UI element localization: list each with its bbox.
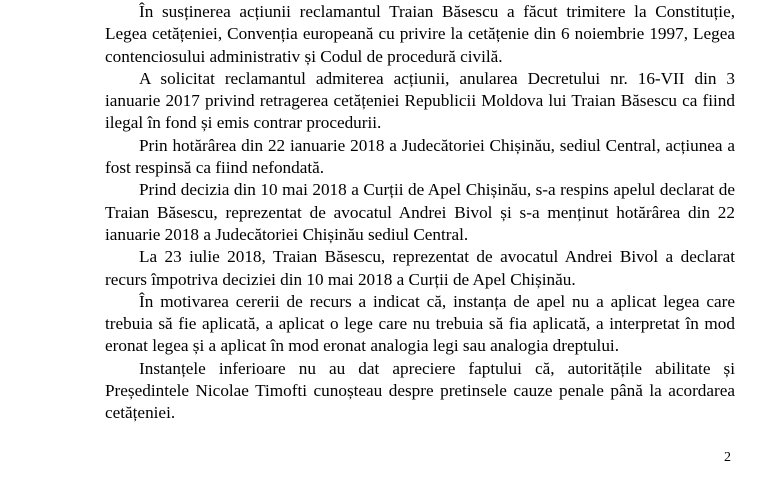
paragraph-cassation-grounds: În motivarea cererii de recurs a indicat că, instanța de apel nu a aplicat legea care trebuia să fie aplicată, a aplicat o lege care nu trebuia să fia aplicată, a interpretat în mod eronat legea și a aplicat în mod eronat analogia legi sau analogia dreptului. bbox=[105, 291, 735, 356]
paragraph-claim-basis: În susținerea acțiunii reclamantul Traian Băsescu a făcut trimitere la Constituție, Legea cetățeniei, Convenția europeană cu privire la cetățenie din 6 noiembrie 1997, Legea contenciosului administrativ și Codul de procedură civilă. bbox=[105, 2, 735, 66]
paragraph-first-instance-ruling: Prin hotărârea din 22 ianuarie 2018 a Judecătoriei Chișinău, sediul Central, acțiunea a fost respinsă ca fiind nefondată. bbox=[105, 135, 735, 178]
paragraph-cassation-filing: La 23 iulie 2018, Traian Băsescu, reprezentat de avocatul Andrei Bivol a declarat recurs împotriva deciziei din 10 mai 2018 a Curții de Apel Chișinău. bbox=[105, 247, 735, 289]
paragraph-lower-courts-omission: Instanțele inferioare nu au dat apreciere faptului că, autoritățile abilitate și Președintele Nicolae Timofti cunoșteau despre pretinsele cauze penale până la acordarea cetățeniei. bbox=[105, 358, 735, 423]
paragraph-claim-request: A solicitat reclamantul admiterea acțiunii, anularea Decretului nr. 16-VII din 3 ianuarie 2017 privind retragerea cetățeniei Republicii Moldova lui Traian Băsescu ca fiind ilegal în fond și emis contrar procedurii. bbox=[105, 68, 735, 133]
paragraph-appeal-decision: Prind decizia din 10 mai 2018 a Curții de Apel Chișinău, s-a respins apelul declarat de Traian Băsescu, reprezentat de avocatul Andrei Bivol și s-a menținut hotărârea din 22 ianuarie 2018 a Judecătoriei Chișinău sediul Central. bbox=[105, 180, 735, 244]
body-text bbox=[105, 1, 735, 425]
page-number: 2 bbox=[724, 450, 731, 465]
